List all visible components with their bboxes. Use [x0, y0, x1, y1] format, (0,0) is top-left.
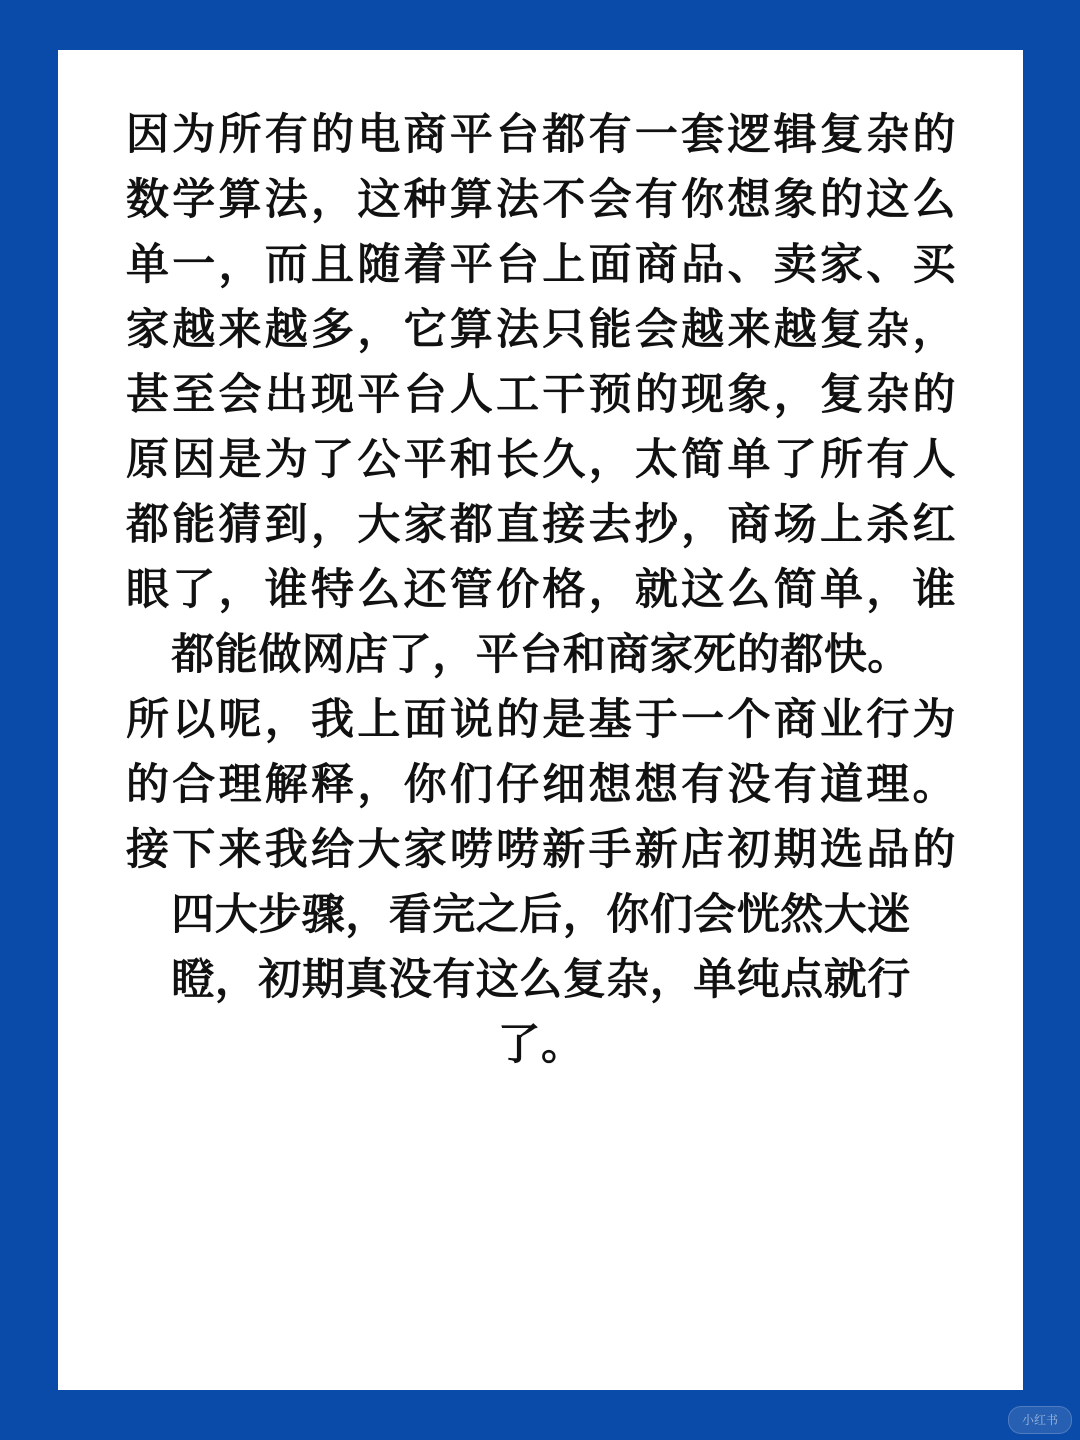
- text-line: 了。: [497, 1020, 585, 1070]
- text-line: 因为所有的电商平台都有一套逻辑复杂的: [126, 110, 956, 160]
- text-line: 都能猜到，大家都直接去抄，商场上杀红: [126, 500, 956, 550]
- watermark-badge: [1008, 1406, 1072, 1434]
- text-line: 家越来越多，它算法只能会越来越复杂，: [126, 305, 956, 355]
- text-line: 原因是为了公平和长久，太简单了所有人: [126, 435, 956, 485]
- text-line: 都能做网店了，平台和商家死的都快。: [171, 630, 911, 680]
- text-line: 数学算法，这种算法不会有你想象的这么: [126, 175, 956, 225]
- text-line: 四大步骤，看完之后，你们会恍然大迷: [171, 890, 911, 940]
- text-line: 接下来我给大家唠唠新手新店初期选品的: [126, 825, 956, 875]
- text-line: 所以呢，我上面说的是基于一个商业行为: [126, 695, 956, 745]
- text-line: 的合理解释，你们仔细想想有没有道理。: [126, 760, 956, 810]
- text-line: 单一，而且随着平台上面商品、卖家、买: [126, 240, 956, 290]
- text-line: 眼了，谁特么还管价格，就这么简单，谁: [126, 565, 956, 615]
- watermark-text: 小红书: [1021, 1413, 1058, 1427]
- article-text: [126, 103, 956, 1078]
- text-line: 瞪，初期真没有这么复杂，单纯点就行: [171, 955, 911, 1005]
- text-line: 甚至会出现平台人工干预的现象，复杂的: [126, 370, 956, 420]
